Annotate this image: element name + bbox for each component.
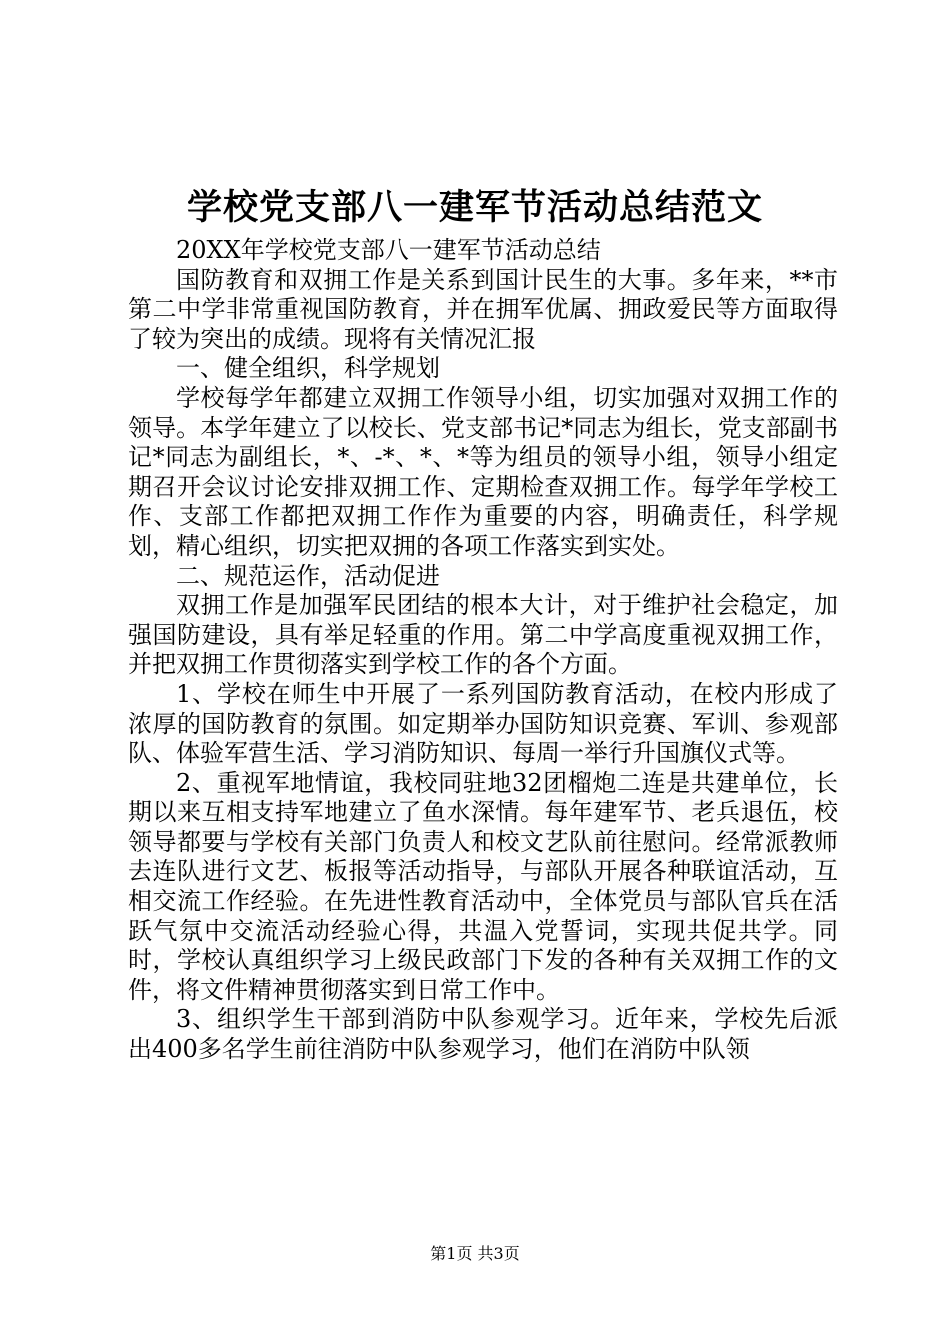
paragraph-section-2: 双拥工作是加强军民团结的根本大计，对于维护社会稳定，加强国防建设，具有举足轻重的作用。第二中学高度重视双拥工作，并把双拥工作贯彻落实到学校工作的各个方面。: [128, 591, 838, 679]
paragraph-heading-line: 20XX年学校党支部八一建军节活动总结: [176, 236, 601, 264]
page-footer: 第1页 共3页: [430, 1244, 520, 1263]
paragraph-item-1: 1、学校在师生中开展了一系列国防教育活动，在校内形成了浓厚的国防教育的氛围。如定期举办国防知识竞赛、军训、参观部队、体验军营生活、学习消防知识、每周一举行升国旗仪式等。: [128, 679, 838, 768]
paragraph-section-1: 学校每学年都建立双拥工作领导小组，切实加强对双拥工作的领导。本学年建立了以校长、党支部书记*同志为组长，党支部副书记*同志为副组长，*、-*、*、*等为组员的领导小组，领导小组定期召开会议讨论安排双拥工作、定期检查双拥工作。每学年学校工作、支部工作都把双拥工作作为重要的内容，明确责任，科学规划，精心组织，切实把双拥的各项工作落实到实处。: [128, 383, 838, 560]
paragraph-item-2: 2、重视军地情谊，我校同驻地32团榴炮二连是共建单位，长期以来互相支持军地建立了鱼水深情。每年建军节、老兵退伍，校领导都要与学校有关部门负责人和校文艺队前往慰问。经常派教师去连队进行文艺、板报等活动指导，与部队开展各种联谊活动，互相交流工作经验。在先进性教育活动中，全体党员与部队官兵在活跃气氛中交流活动经验心得，共温入党誓词，实现共促共学。同时，学校认真组织学习上级民政部门下发的各种有关双拥工作的文件，将文件精神贯彻落实到日常工作中。: [128, 768, 838, 1004]
paragraph-intro: 国防教育和双拥工作是关系到国计民生的大事。多年来，**市第二中学非常重视国防教育，并在拥军优属、拥政爱民等方面取得了较为突出的成绩。现将有关情况汇报: [128, 265, 838, 353]
section-heading-2: 二、规范运作，活动促进: [176, 561, 440, 590]
section-heading-1: 一、健全组织，科学规划: [176, 354, 440, 383]
document-title: 学校党支部八一建军节活动总结范文: [186, 187, 763, 228]
paragraph-item-3: 3、组织学生干部到消防中队参观学习。近年来，学校先后派出400多名学生前往消防中队参观学习，他们在消防中队领: [128, 1005, 838, 1064]
document-body: [128, 236, 838, 1065]
